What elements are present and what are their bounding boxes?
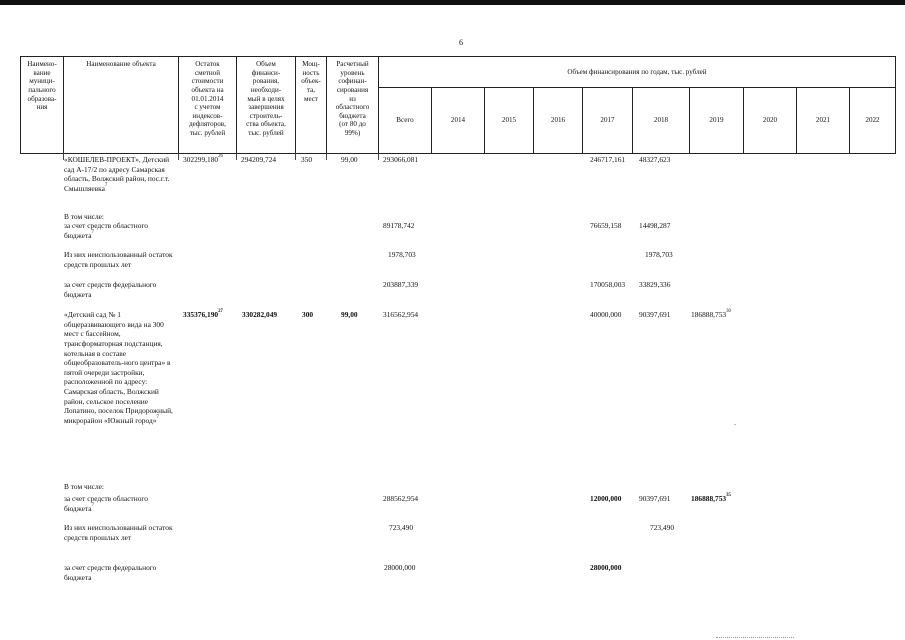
obj2-level: 99,00 xyxy=(341,310,358,319)
header-object-name: Наименование объекта xyxy=(63,56,179,154)
header-remaining-cost: Остаток сметной стоимости объекта на 01.01.2014 с учетом индексов- дефляторов, тыс. рублей xyxy=(178,56,237,154)
obj1-regional-2018: 14498,287 xyxy=(639,221,671,230)
obj1-2017: 246717,161 xyxy=(590,155,626,164)
obj2-federal-total: 28000,000 xyxy=(384,563,416,572)
header-year-2022: 2022 xyxy=(849,87,896,154)
header-year-2017: 2017 xyxy=(582,87,633,154)
scan-edge-mark xyxy=(716,637,794,639)
obj1-including-label: В том числе: xyxy=(64,212,104,221)
header-financing-needed: Объем финанси- рования, необходи- мый в целях завершения строитель- ства объекта, тыс. рублей xyxy=(236,56,296,154)
obj2-capacity: 300 xyxy=(302,310,314,319)
header-year-2019: 2019 xyxy=(689,87,744,154)
header-capacity: Мощ- ность объек- та, мест xyxy=(295,56,327,154)
obj1-unused-2018: 1978,703 xyxy=(645,250,673,259)
obj1-name: «КОШЕЛЕВ-ПРОЕКТ», Детский сад А-17/2 по адресу Самарская область, Волжский район, пос.г.т. Смышляевка$^7$ xyxy=(64,155,170,193)
obj2-federal-label: за счет средств федерального бюджета xyxy=(64,563,157,582)
top-border xyxy=(0,0,905,5)
obj2-needed: 330282,049 xyxy=(242,310,278,319)
column-tick xyxy=(178,153,179,160)
header-year-2021: 2021 xyxy=(796,87,850,154)
obj2-regional-2017: 12000,000 xyxy=(590,494,622,503)
header-year-2020: 2020 xyxy=(743,87,797,154)
header-year-2015: 2015 xyxy=(484,87,534,154)
obj1-federal-2018: 33829,336 xyxy=(639,280,671,289)
obj1-federal-2017: 170058,003 xyxy=(590,280,626,289)
obj2-regional-total: 288562,954 xyxy=(383,494,419,503)
obj1-needed: 294209,724 xyxy=(241,155,277,164)
page-number: 6 xyxy=(459,38,463,47)
obj1-capacity: 350 xyxy=(301,155,313,164)
obj1-regional-2017: 76659,158 xyxy=(590,221,622,230)
obj2-unused-total: 723,490 xyxy=(389,523,414,532)
column-tick xyxy=(236,153,237,160)
obj1-remaining: 302299,180$^{26}$ xyxy=(183,154,223,164)
column-tick xyxy=(295,153,296,160)
header-total: Всего xyxy=(378,87,432,154)
obj1-2018: 48327,623 xyxy=(639,155,671,164)
obj2-2017: 40000,000 xyxy=(590,310,622,319)
obj2-regional-2018: 90397,691 xyxy=(639,494,671,503)
header-year-2016: 2016 xyxy=(533,87,583,154)
obj2-unused-label: Из них неиспользованный остаток средств прошлых лет xyxy=(64,523,173,542)
obj2-total: 316562,954 xyxy=(383,310,419,319)
column-tick xyxy=(378,153,379,160)
obj2-remaining: 335376,190$^{27}$ xyxy=(183,309,223,319)
header-cofinancing-level: Расчетный уровень софинан- сирования из областного бюджета (от 80 до 99%) xyxy=(326,56,379,154)
obj2-including-label: В том числе: xyxy=(64,482,104,491)
obj2-name: «Детский сад № 1 общеразвивающего вида на 300 мест с бассейном, трансформаторная подстанция, котельная в составе общеобразователь-ного центра» в пятой очереди застройки, расположенной по адресу: Самарская область, Волжский район, сельское поселение Лопатино, поселок Придорожный, микрорайон «Южный город»$^7$ xyxy=(64,310,173,425)
header-year-2014: 2014 xyxy=(431,87,485,154)
obj1-federal-total: 203887,339 xyxy=(383,280,419,289)
header-by-years-title: Объем финансирования по годам, тыс. рублей xyxy=(378,56,896,88)
obj1-unused-label: Из них неиспользованный остаток средств прошлых лет xyxy=(64,250,173,269)
obj2-unused-2018: 723,490 xyxy=(650,523,675,532)
header-municipality: Наимено- вание муници- пального образова- ния xyxy=(20,56,64,154)
obj2-regional-2019: 186888,753$^{35}$ xyxy=(691,493,731,503)
obj2-federal-2017: 28000,000 xyxy=(590,563,622,572)
column-tick xyxy=(326,153,327,160)
obj2-regional-label: за счет средств областного бюджета$^7$ xyxy=(64,494,148,513)
obj1-regional-label: за счет средств областного бюджета$^7$ xyxy=(64,221,148,240)
obj1-unused-total: 1978,703 xyxy=(388,250,416,259)
obj1-level: 99,00 xyxy=(341,155,358,164)
obj2-2019: 186888,753$^{30}$ xyxy=(691,309,731,319)
header-year-2018: 2018 xyxy=(632,87,690,154)
scan-speck xyxy=(734,424,736,425)
obj1-federal-label: за счет средств федерального бюджета xyxy=(64,280,157,299)
obj1-regional-total: 89178,742 xyxy=(383,221,415,230)
obj2-2018: 90397,691 xyxy=(639,310,671,319)
obj1-total: 293066,081 xyxy=(383,155,419,164)
